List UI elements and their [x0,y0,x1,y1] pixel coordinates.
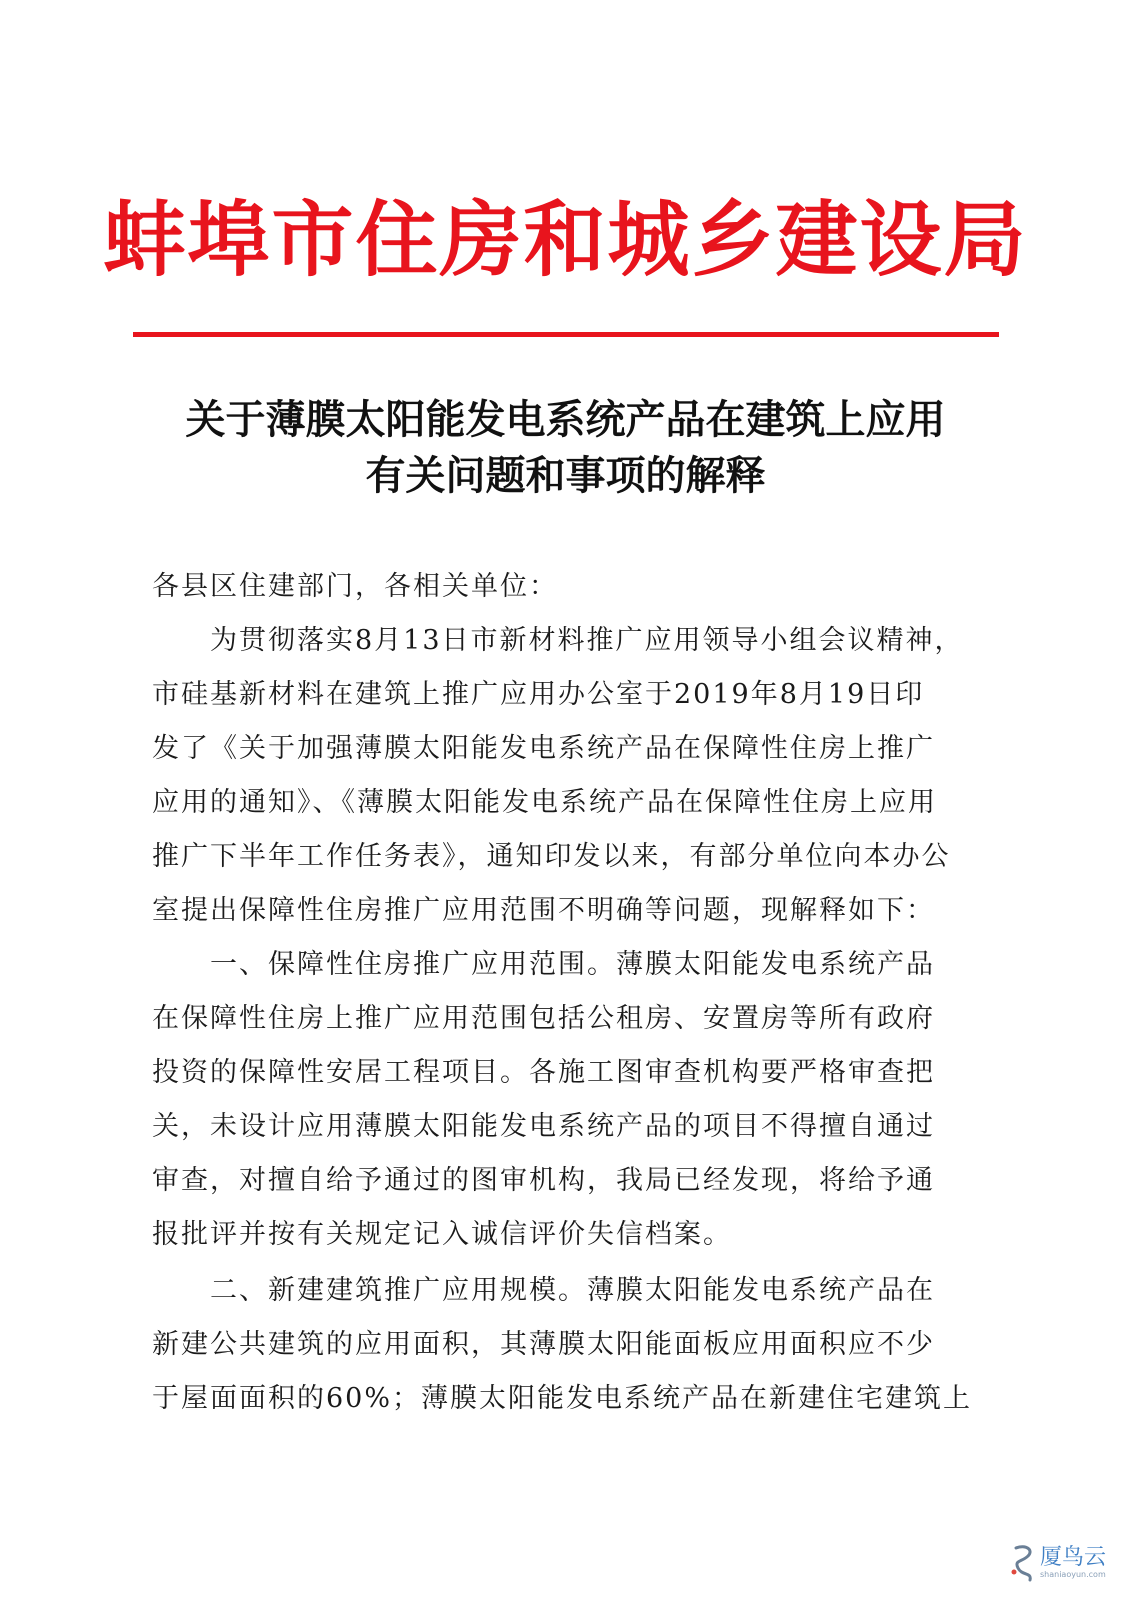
red-divider-line [133,332,999,337]
body-line: 报批评并按有关规定记入诚信评价失信档案。 [152,1219,732,1250]
body-line: 推广下半年工作任务表》，通知印发以来，有部分单位向本办公 [152,841,951,872]
body-line: 于屋面面积的60%；薄膜太阳能发电系统产品在新建住宅建筑上 [152,1383,973,1414]
body-line: 在保障性住房上推广应用范围包括公租房、安置房等所有政府 [152,1003,935,1034]
body-line: 市硅基新材料在建筑上推广应用办公室于2019年8月19日印 [152,679,925,710]
body-line: 关，未设计应用薄膜太阳能发电系统产品的项目不得擅自通过 [152,1111,935,1142]
document-title-line-1: 关于薄膜太阳能发电系统产品在建筑上应用 [185,396,946,443]
document-title-line-2: 有关问题和事项的解释 [365,452,766,499]
document-title [0,392,1131,504]
body-line: 投资的保障性安居工程项目。各施工图审查机构要严格审查把 [152,1057,935,1088]
bird-logo-icon [1008,1542,1038,1586]
document-body [152,560,982,1426]
body-line: 新建公共建筑的应用面积，其薄膜太阳能面板应用面积应不少 [152,1329,935,1360]
body-line: 室提出保障性住房推广应用范围不明确等问题，现解释如下： [152,895,935,926]
body-line: 应用的通知》、《薄膜太阳能发电系统产品在保障性住房上应用 [152,787,937,818]
watermark-brand: 厦鸟云 [1040,1545,1107,1570]
body-line: 为贯彻落实8月13日市新材料推广应用领导小组会议精神， [210,625,964,656]
section-1-heading-line: 一、保障性住房推广应用范围。薄膜太阳能发电系统产品 [210,949,935,980]
watermark-url: shaniaoyun.com [1040,1570,1106,1579]
issuing-agency-header: 蚌埠市住房和城乡建设局 [103,193,1028,288]
body-line: 审查，对擅自给予通过的图审机构，我局已经发现，将给予通 [152,1165,935,1196]
body-line: 发了《关于加强薄膜太阳能发电系统产品在保障性住房上推广 [152,733,935,764]
salutation: 各县区住建部门，各相关单位： [152,571,558,602]
section-2-heading-line: 二、新建建筑推广应用规模。薄膜太阳能发电系统产品在 [210,1275,935,1306]
watermark [1008,1540,1118,1590]
